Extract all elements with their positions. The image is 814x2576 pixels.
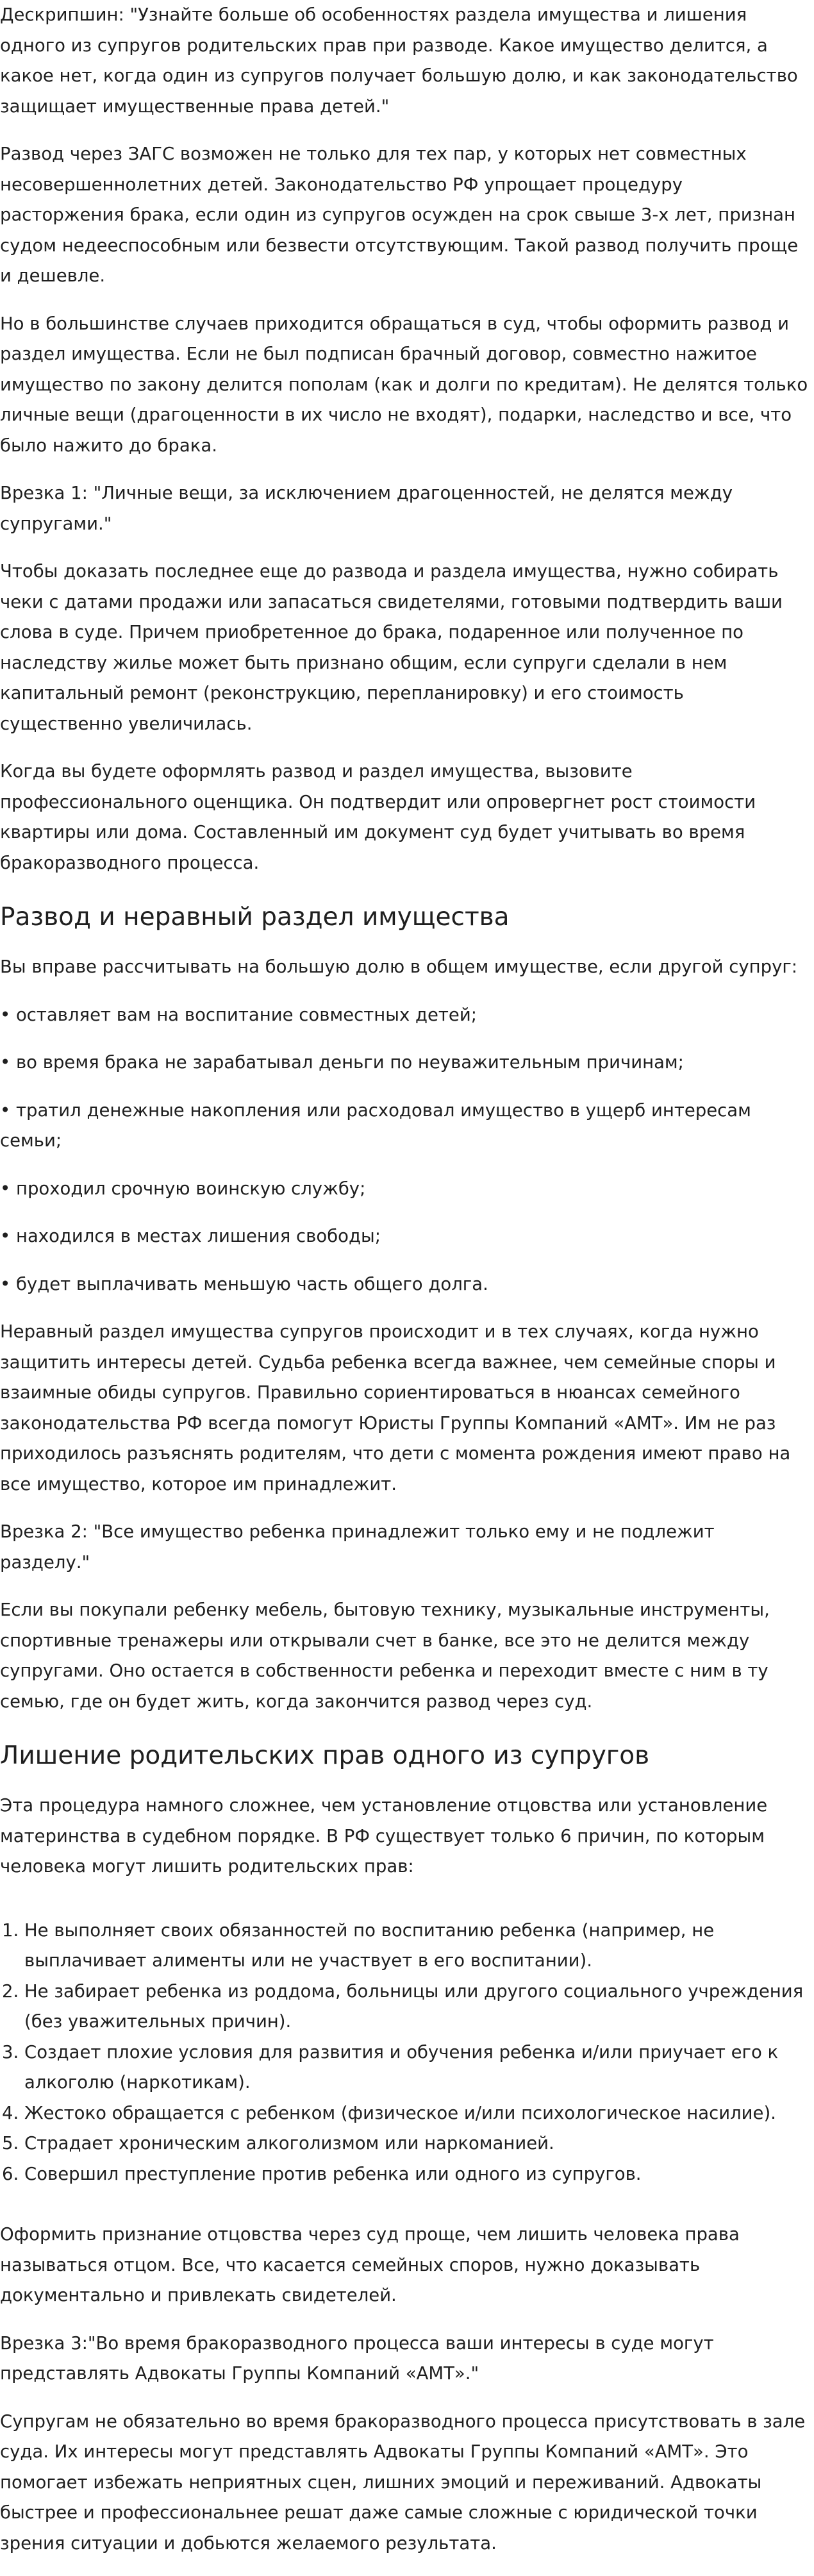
cause-item: 6. Совершил преступление против ребенка или одного из супругов. (24, 2159, 809, 2190)
meta-description: Дескрипшин: "Узнайте больше об особенностях раздела имущества и лишения одного из супругов родительских прав при разводе. Какое имущество делится, а какое нет, когда один из супругов получает большую долю, и как законодательство защищает имущественные права детей." (0, 4, 798, 117)
section-lead: Вы вправе рассчитывать на большую долю в общем имуществе, если другой супруг: (0, 957, 798, 977)
section-lead: Эта процедура намного сложнее, чем установление отцовства или установление материнства в судебном порядке. В РФ существует только 6 причин, по которым человека могут лишить родительских прав: (0, 1795, 768, 1877)
bullet-item: • во время брака не зарабатывал деньги по неуважительным причинам; (0, 1052, 684, 1073)
inset-quote-1: Врезка 1: "Личные вещи, за исключением драгоценностей, не делятся между супругами." (0, 483, 733, 534)
paragraph: Развод через ЗАГС возможен не только для тех пар, у которых нет совместных несовершеннолетних детей. Законодательство РФ упрощает процедуру расторжения брака, если один из супругов осужден на срок свыше 3-х лет, признан судом недееспособным или безвести отсутствующим. Такой развод получить проще и дешевле. (0, 144, 799, 286)
section-heading-unequal-division: Развод и неравный раздел имущества (0, 903, 510, 932)
paragraph: Если вы покупали ребенку мебель, бытовую технику, музыкальные инструменты, спортивные тренажеры или открывали счет в банке, все это не делится между супругами. Оно остается в собственности ребенка и переходит вместе с ним в ту семью, где он будет жить, когда закончится развод через суд. (0, 1600, 770, 1712)
cause-item: 5. Страдает хроническим алкоголизмом или наркоманией. (24, 2129, 809, 2159)
bullet-list (0, 1000, 809, 1300)
cause-item: 3. Создает плохие условия для развития и обучения ребенка и/или приучает его к алкоголю (наркотикам). (24, 2037, 809, 2098)
paragraph: Когда вы будете оформлять развод и раздел имущества, вызовите профессионального оценщика. Он подтвердит или опровергнет рост стоимости квартиры или дома. Составленный им документ суд будет учитывать во время бракоразводного процесса. (0, 761, 756, 873)
section-heading-parental-rights: Лишение родительских прав одного из супругов (0, 1741, 650, 1770)
paragraph: Оформить признание отцовства через суд проще, чем лишить человека права называться отцом. Все, что касается семейных споров, нужно доказывать документально и привлекать свидетелей. (0, 2224, 740, 2305)
paragraph: Чтобы доказать последнее еще до развода и раздела имущества, нужно собирать чеки с датами продажи или запасаться свидетелями, готовыми подтвердить ваши слова в суде. Причем приобретенное до брака, подаренное или полученное по наследству жилье может быть признано общим, если супруги сделали в нем капитальный ремонт (реконструкцию, перепланировку) и его стоимость существенно увеличилась. (0, 561, 783, 734)
bullet-item: • тратил денежные накопления или расходовал имущество в ущерб интересам семьи; (0, 1100, 751, 1151)
causes-list (0, 1916, 809, 2190)
cause-item: 1. Не выполняет своих обязанностей по воспитанию ребенка (например, не выплачивает алименты или не участвует в его воспитании). (24, 1916, 809, 1977)
bullet-item: • находился в местах лишения свободы; (0, 1226, 381, 1246)
bullet-item: • проходил срочную воинскую службу; (0, 1178, 366, 1199)
paragraph: Супругам не обязательно во время бракоразводного процесса присутствовать в зале суда. Их интересы могут представлять Адвокаты Группы Компаний «АМТ». Это помогает избежать неприятных сцен, лишних эмоций и переживаний. Адвокаты быстрее и профессиональнее решат даже самые сложные с юридической точки зрения ситуации и добьются желаемого результата. (0, 2411, 806, 2554)
paragraph: Неравный раздел имущества супругов происходит и в тех случаях, когда нужно защитить интересы детей. Судьба ребенка всегда важнее, чем семейные споры и взаимные обиды супругов. Правильно сориентироваться в нюансах семейного законодательства РФ всегда помогут Юристы Группы Компаний «АМТ». Им не раз приходилось разъяснять родителям, что дети с момента рождения имеют право на все имущество, которое им принадлежит. (0, 1321, 791, 1494)
paragraph: Но в большинстве случаев приходится обращаться в суд, чтобы оформить развод и раздел имущества. Если не был подписан брачный договор, совместно нажитое имущество по закону делится пополам (как и долги по кредитам). Не делятся только личные вещи (драгоценности в их число не входят), подарки, наследство и все, что было нажито до брака. (0, 313, 808, 456)
cause-item: 2. Не забирает ребенка из роддома, больницы или другого социального учреждения (без уважительных причин). (24, 1977, 809, 2037)
bullet-item: • будет выплачивать меньшую часть общего долга. (0, 1273, 488, 1294)
bullet-item: • оставляет вам на воспитание совместных детей; (0, 1004, 477, 1025)
inset-quote-3: Врезка 3:"Во время бракоразводного процесса ваши интересы в суде могут представлять Адвокаты Группы Компаний «АМТ»." (0, 2332, 714, 2384)
inset-quote-2: Врезка 2: "Все имущество ребенка принадлежит только ему и не подлежит разделу." (0, 1521, 715, 1573)
cause-item: 4. Жестоко обращается с ребенком (физическое и/или психологическое насилие). (24, 2098, 809, 2129)
